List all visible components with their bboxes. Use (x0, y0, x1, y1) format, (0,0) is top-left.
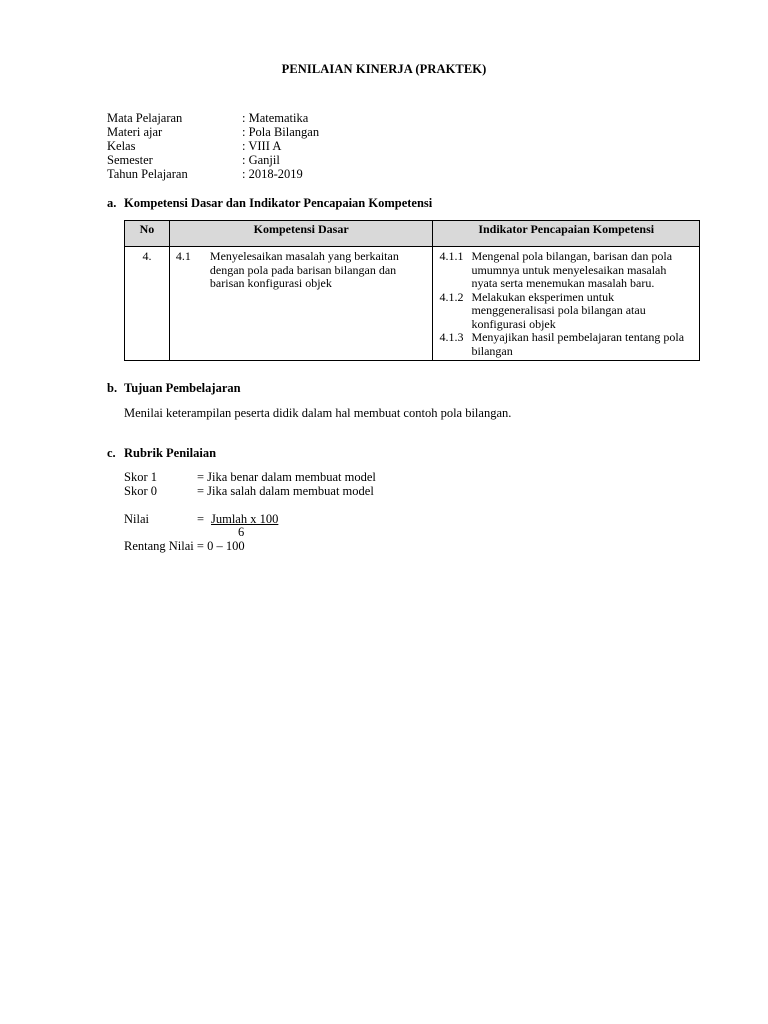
column-header-indicator: Indikator Pencapaian Kompetensi (433, 221, 700, 247)
formula-row (124, 512, 204, 526)
meta-label: Kelas (107, 139, 136, 153)
indicator-number: 4.1.1 (439, 249, 464, 263)
section-letter: c. (107, 446, 116, 460)
competency-table (124, 220, 700, 361)
formula-equals: = (197, 512, 205, 526)
section-letter: b. (107, 381, 118, 395)
indicator-item (439, 331, 695, 358)
kd-number: 4.1 (175, 249, 191, 263)
section-title: Rubrik Penilaian (124, 446, 217, 460)
meta-row-year (107, 167, 303, 181)
column-header-kd: Kompetensi Dasar (169, 221, 433, 247)
cell-kd (169, 247, 433, 361)
table-header-row (125, 221, 700, 247)
cell-no: 4. (125, 247, 170, 361)
indicator-text: Melakukan eksperimen untuk menggeneralisasi pola bilangan atau konfigurasi objek (471, 289, 646, 331)
meta-value: : Ganjil (242, 153, 280, 167)
indicator-number: 4.1.3 (439, 330, 464, 344)
section-title: Kompetensi Dasar dan Indikator Pencapaian Kompetensi (124, 196, 433, 210)
meta-row-subject (107, 111, 308, 125)
formula-denominator: 6 (238, 525, 245, 539)
meta-value: : VIII A (242, 139, 282, 153)
table-row (125, 247, 700, 361)
score-row (124, 470, 376, 484)
indicator-item (439, 250, 695, 291)
meta-value: : 2018-2019 (242, 167, 303, 181)
meta-label: Materi ajar (107, 125, 163, 139)
indicator-text: Menyajikan hasil pembelajaran tentang pola bilangan (471, 330, 685, 358)
indicator-text: Mengenal pola bilangan, barisan dan pola umumnya untuk menyelesaikan masalah nyata serta menemukan masalah baru. (471, 249, 673, 290)
cell-indicators (433, 247, 700, 361)
meta-label: Semester (107, 153, 153, 167)
meta-row-semester (107, 153, 280, 167)
indicator-number: 4.1.2 (439, 289, 464, 304)
score-label: Skor 1 (124, 470, 157, 484)
score-range: Rentang Nilai = 0 – 100 (124, 539, 245, 553)
section-letter: a. (107, 196, 117, 210)
meta-row-class (107, 139, 281, 153)
meta-label: Tahun Pelajaran (107, 167, 188, 181)
meta-row-material (107, 125, 319, 139)
score-row (124, 484, 374, 498)
objective-text: Menilai keterampilan peserta didik dalam hal membuat contoh pola bilangan. (124, 406, 512, 420)
kd-text: Menyelesaikan masalah yang berkaitan dengan pola pada barisan bilangan dan barisan konfigurasi objek (209, 249, 399, 290)
score-label: Skor 0 (124, 484, 157, 498)
meta-label: Mata Pelajaran (107, 111, 183, 125)
formula-numerator: Jumlah x 100 (211, 512, 279, 526)
indicator-item (439, 291, 695, 332)
formula-label: Nilai (124, 512, 149, 526)
meta-value: : Matematika (242, 111, 309, 125)
score-value: = Jika benar dalam membuat model (197, 470, 376, 484)
score-value: = Jika salah dalam membuat model (197, 484, 374, 498)
page-title: PENILAIAN KINERJA (PRAKTEK) (281, 62, 487, 76)
meta-value: : Pola Bilangan (242, 125, 320, 139)
column-header-no: No (125, 221, 170, 247)
section-title: Tujuan Pembelajaran (124, 381, 241, 395)
